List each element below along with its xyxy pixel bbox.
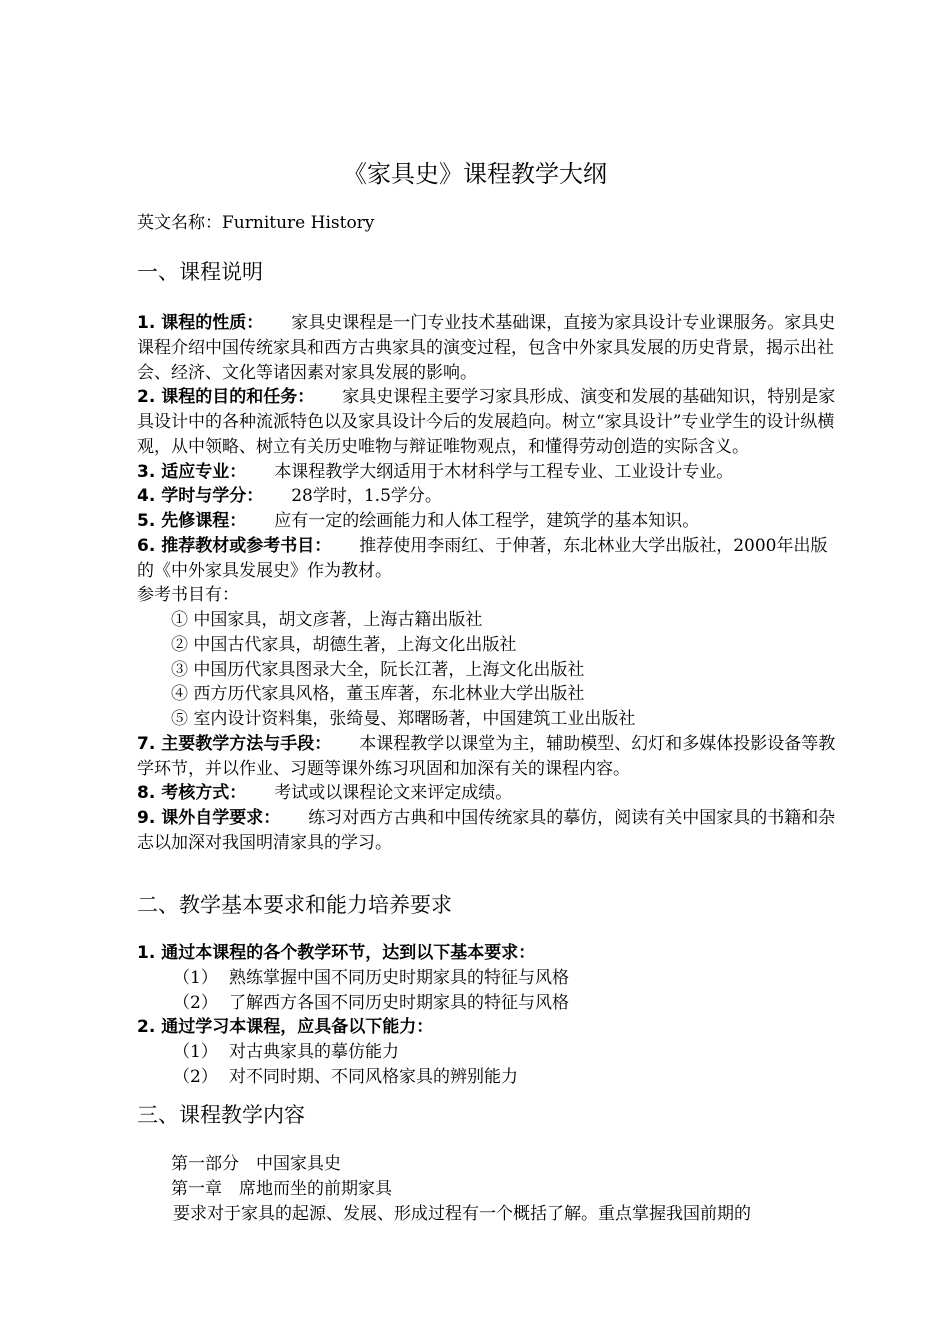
requirement-number: （1） [173,1042,218,1062]
english-name: 英文名称：Furniture History [137,213,375,233]
item-text: 推荐使用李雨红、于伸著，东北林业大学出版社，2000年出版的《中外家具发展史》作为教材。 [137,535,828,581]
item-text: 家具史课程是一门专业技术基础课，直接为家具设计专业课服务。家具史课程介绍中国传统家具和西方古典家具的演变过程，包含中外家具发展的历史背景，揭示出社会、经济、文化等诸因素对家具发展的影响。 [137,313,836,383]
requirement-text: 熟练掌握中国不同历史时期家具的特征与风格 [229,967,569,988]
section-2-heading: 二、教学基本要求和能力培养要求 [137,893,452,917]
item-label: 6. 推荐教材或参考书目： [137,535,332,556]
item-label: 2. 课程的目的和任务： [137,387,315,408]
item-4 [137,484,837,509]
requirement-number: （1） [173,967,218,988]
item-label: 3. 适应专业： [137,461,247,482]
ref-item: ③ 中国历代家具图录大全，阮长江著，上海文化出版社 [171,659,585,680]
item-text: 练习对西方古典和中国传统家具的摹仿，阅读有关中国家具的书籍和杂志以加深对我国明清家具的学习。 [137,808,836,853]
item-text: 本课程教学以课堂为主，辅助模型、幻灯和多媒体投影设备等教学环节，并以作业、习题等课外练习巩固和加深有关的课程内容。 [137,733,836,779]
requirement-item [137,1040,837,1065]
item-3 [137,460,837,485]
item-8 [137,781,837,806]
ref-item: ⑤ 室内设计资料集，张绮曼、郑曙旸著，中国建筑工业出版社 [171,709,636,729]
requirement-text: 了解西方各国不同历史时期家具的特征与风格 [229,992,569,1013]
ref-item: ① 中国家具，胡文彦著，上海古籍出版社 [171,610,483,630]
section-1-body [137,311,837,856]
item-6 [137,534,837,584]
item-2 [137,385,837,459]
item-label: 4. 学时与学分： [137,486,264,507]
item-text: 应有一定的绘画能力和人体工程学，建筑学的基本知识。 [274,511,700,531]
ref-item: ② 中国古代家具，胡德生著，上海文化出版社 [171,634,517,655]
requirement-group-label: 1. 通过本课程的各个教学环节，达到以下基本要求： [137,943,536,963]
ref-item: ④ 西方历代家具风格，董玉库著，东北林业大学出版社 [171,684,585,705]
item-text: 家具史课程主要学习家具形成、演变和发展的基础知识，特别是家具设计中的各种流派特色以及家具设计今后的发展趋向。树立“家具设计”专业学生的设计纵横观，从中领略、树立有关历史唯物与辩证唯物观点，和懂得劳动创造的实际含义。 [137,387,836,457]
item-label: 1. 课程的性质： [137,313,264,333]
requirement-item [137,1065,837,1090]
requirement-item [137,991,837,1016]
item-text: 考试或以课程论文来评定成绩。 [274,783,513,804]
item-5 [137,509,837,534]
requirement-number: （2） [173,1066,218,1087]
requirement-group-label: 2. 通过学习本课程，应具备以下能力： [137,1017,434,1038]
requirement-item [137,966,837,991]
section-3-heading: 三、课程教学内容 [137,1103,305,1127]
item-9 [137,806,837,856]
refs-intro: 参考书目有： [137,585,239,606]
document-title: 《家具史》课程教学大纲 [343,160,607,188]
chapter-title: 第一章 席地而坐的前期家具 [171,1178,392,1199]
item-text: 28学时，1.5学分。 [291,486,442,507]
item-label: 5. 先修课程： [137,511,247,531]
requirement-number: （2） [173,992,218,1013]
item-label: 9. 课外自学要求： [137,808,281,828]
item-text: 本课程教学大纲适用于木材科学与工程专业、工业设计专业。 [274,461,734,482]
chapter-body: 要求对于家具的起源、发展、形成过程有一个概括了解。重点掌握我国前期的 [173,1203,751,1224]
item-label: 8. 考核方式： [137,783,247,804]
requirement-text: 对古典家具的摹仿能力 [229,1042,399,1062]
section-1-heading: 一、课程说明 [137,260,263,284]
item-1 [137,311,837,385]
section-2-body [137,941,837,1090]
item-7 [137,732,837,782]
item-label: 7. 主要教学方法与手段： [137,733,332,754]
section-3-body [137,1152,837,1226]
requirement-text: 对不同时期、不同风格家具的辨别能力 [229,1066,518,1087]
part-title: 第一部分 中国家具史 [171,1154,341,1174]
